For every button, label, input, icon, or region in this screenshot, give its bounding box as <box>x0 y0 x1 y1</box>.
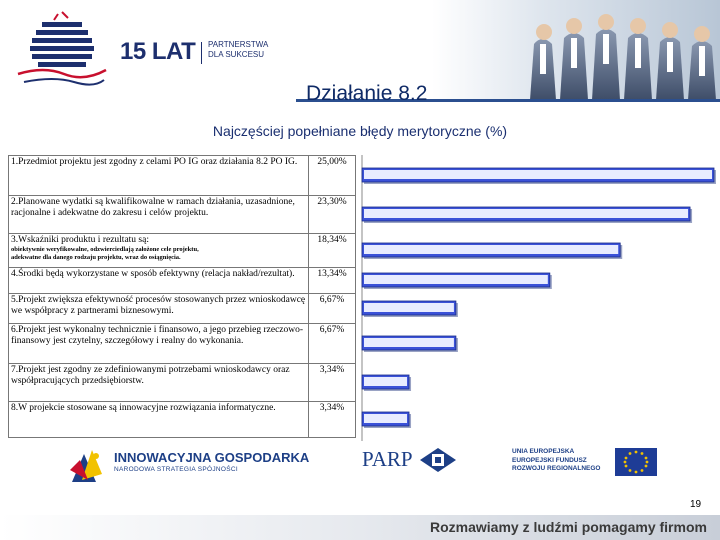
footer-logos <box>0 440 720 490</box>
bar <box>362 243 622 259</box>
innovative-economy-title: INNOWACYJNA GOSPODARKA <box>114 450 310 465</box>
criterion-label: 5.Projekt zwiększa efektywność procesów stosowanych przez wnioskodawcę we współpracy z partnerami biznesowymi. <box>9 294 309 324</box>
criterion-value-label: 6,67% <box>309 324 356 364</box>
criteria-table <box>8 155 356 438</box>
bar-highlight <box>364 303 454 312</box>
bar <box>362 336 458 352</box>
bar <box>362 301 458 317</box>
criterion-3-note-line2: adekwatne dla danego rodzaju projektu, wraz do osiągnięcia. <box>11 254 181 261</box>
bar <box>362 375 411 391</box>
criterion-3-title: 3.Wskaźniki produktu i rezultatu są: <box>11 235 149 245</box>
criterion-value-label: 3,34% <box>309 364 356 402</box>
parp-logo-text: PARP <box>362 447 413 471</box>
criterion-value-label: 18,34% <box>309 234 356 268</box>
bar <box>362 273 552 289</box>
criterion-value-label: 23,30% <box>309 196 356 234</box>
table-row <box>9 402 356 438</box>
logo-subtitle <box>208 40 288 60</box>
bar-highlight <box>364 170 712 179</box>
page-number: 19 <box>690 499 702 510</box>
eu-line3: ROZWOJU REGIONALNEGO <box>512 465 601 472</box>
criterion-label <box>9 234 309 268</box>
criterion-value-label: 3,34% <box>309 402 356 438</box>
fifteen-years-logo-icon <box>14 8 109 90</box>
parp-logo-icon <box>420 448 456 472</box>
bar-highlight <box>364 377 407 386</box>
table-row <box>9 234 356 268</box>
bar <box>362 207 692 223</box>
criterion-value-label: 25,00% <box>309 156 356 196</box>
logo-text: 15 LAT <box>120 38 196 65</box>
table-row <box>9 364 356 402</box>
table-row <box>9 156 356 196</box>
eu-line1: UNIA EUROPEJSKA <box>512 448 575 455</box>
table-row <box>9 324 356 364</box>
logo-subtitle-line2: DLA SUKCESU <box>208 50 265 59</box>
bar-highlight <box>364 245 618 254</box>
criterion-label: 6.Projekt jest wykonalny technicznie i finansowo, a jego przebieg rzeczowo-finansowy jest czytelny, szczegółowy i realny do wykonania. <box>9 324 309 364</box>
eu-line2: EUROPEJSKI FUNDUSZ <box>512 456 587 464</box>
slide-subtitle: Najczęściej popełniane błędy merytoryczne (%) <box>212 123 508 139</box>
bar-highlight <box>364 209 688 218</box>
bar <box>362 412 411 428</box>
criterion-value-label: 13,34% <box>309 268 356 294</box>
bar-chart <box>356 155 720 441</box>
criterion-3-note-line1: obiektywnie weryfikowalne, odzwierciedlają założone cele projektu, <box>11 246 199 253</box>
criterion-label: 1.Przedmiot projektu jest zgodny z celami PO IG oraz działania 8.2 PO IG. <box>9 156 309 196</box>
criterion-label: 4.Środki będą wykorzystane w sposób efektywny (relacja nakład/rezultat). <box>9 268 309 294</box>
eu-fund-text <box>512 448 612 474</box>
slide-title: Działanie 8.2 <box>306 82 428 105</box>
innovative-economy-subtitle: NARODOWA STRATEGIA SPÓJNOŚCI <box>114 466 238 473</box>
table-row <box>9 196 356 234</box>
table-row <box>9 294 356 324</box>
logo-subtitle-line1: PARTNERSTWA <box>208 40 269 49</box>
criterion-label: 7.Projekt jest zgodny ze zdefiniowanymi potrzebami wnioskodawcy oraz współpracujących przedsiębiorstw. <box>9 364 309 402</box>
bar-highlight <box>364 338 454 347</box>
criterion-label: 8.W projekcie stosowane są innowacyjne rozwiązania informatyczne. <box>9 402 309 438</box>
criterion-value-label: 6,67% <box>309 294 356 324</box>
criterion-label: 2.Planowane wydatki są kwalifikowalne w ramach działania, uzasadnione, racjonalne i adekwatne do zakresu i celów projektu. <box>9 196 309 234</box>
logo-divider <box>201 42 202 64</box>
bar-highlight <box>364 414 407 423</box>
eu-flag-icon <box>615 448 657 476</box>
bar <box>362 168 716 184</box>
footer-slogan: Rozmawiamy z ludźmi pomagamy firmom <box>430 519 707 535</box>
table-row <box>9 268 356 294</box>
business-people-photo-icon <box>520 4 720 100</box>
bar-highlight <box>364 275 548 284</box>
innovative-economy-logo-icon <box>70 450 102 482</box>
